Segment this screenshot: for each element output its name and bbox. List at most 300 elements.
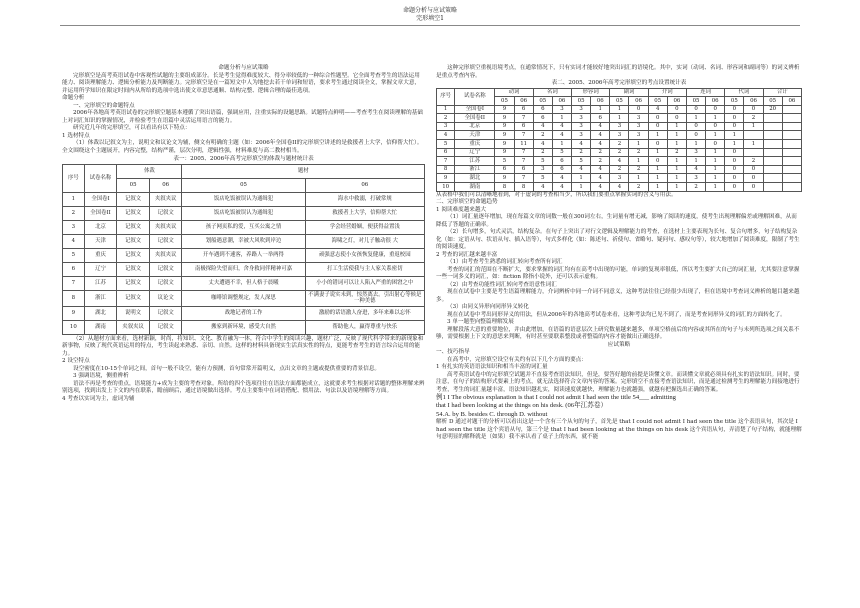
table-cell: 3 xyxy=(437,122,455,131)
table-cell xyxy=(782,105,801,114)
table-cell: 2 xyxy=(572,148,591,157)
table-cell xyxy=(763,114,782,123)
table-cell xyxy=(744,148,763,157)
table-cell: 2 xyxy=(610,140,629,149)
table-header-row xyxy=(63,178,425,192)
table-cell: 4 xyxy=(533,140,552,149)
paragraph: 现在在试卷中考出同形异义的用法，但从2006年的各地高考试卷来看，这种考法均已见不到了，而是考查同形异义的词汇的方面转化了。 xyxy=(447,311,786,318)
table-cell: 饭店吃饭被误认为通缉犯 xyxy=(182,192,305,206)
table-cell: 3 xyxy=(629,131,648,140)
table-cell: 3 xyxy=(63,220,85,234)
table-cell: 1 xyxy=(629,157,648,166)
table-cell: 8 xyxy=(514,183,533,192)
table-cell: 记叙文 xyxy=(117,192,150,206)
table-header-cell: 06 xyxy=(782,97,801,106)
table-row xyxy=(437,140,802,149)
table-cell: 1 xyxy=(667,140,686,149)
table-cell: 5 xyxy=(63,248,85,262)
paragraph: （3）由同义异形向同形异义转化 xyxy=(447,304,529,311)
table-header-cell: 合计 xyxy=(763,88,801,97)
table-header-cell: 06 xyxy=(149,178,182,192)
table-cell xyxy=(763,148,782,157)
table-cell: 1 xyxy=(648,183,667,192)
table-row xyxy=(437,114,802,123)
testpoint-table xyxy=(436,88,802,192)
table-cell: 4 xyxy=(591,165,610,174)
paragraph: 考查的词汇的范围在不断扩大，要求掌握的词汇均有在高考中出现的可能，单词的复现率很低，所以考生要扩大自己的词汇量，尤其要注意掌握一些一词多义的词汇，如：fiction 除指小说外，还可以表示虚构。 xyxy=(436,266,800,281)
section-heading: 应试策略 xyxy=(607,341,631,348)
table-header-cell: 副词 xyxy=(610,88,648,97)
table-header-cell: 05 xyxy=(763,97,782,106)
table-cell: 4 xyxy=(591,140,610,149)
table-header-cell: 05 xyxy=(495,97,514,106)
table-cell: 2 xyxy=(437,114,455,123)
paragraph: 3 单一题型向整篇理解发展 xyxy=(447,319,514,326)
table-cell: 0 xyxy=(648,157,667,166)
table-cell: 记叙文 xyxy=(149,262,182,276)
table-cell: 夹叙夹议 xyxy=(117,320,150,334)
table-cell: 全国卷I xyxy=(455,105,495,114)
table-cell: 8 xyxy=(495,183,514,192)
table-cell: 2 xyxy=(533,148,552,157)
paragraph: 2 考查的词汇越来越丰富 xyxy=(436,251,498,258)
table-cell: 4 xyxy=(572,140,591,149)
table-cell: 3 xyxy=(533,165,552,174)
table-header-row xyxy=(437,88,802,97)
table-cell: 战地记者的工作 xyxy=(182,306,305,320)
table-cell xyxy=(782,174,801,183)
paragraph: 研究近几年的完形填空，可以看出有以下特点： xyxy=(73,125,191,131)
table-cell: 记叙文 xyxy=(149,306,182,320)
table-cell: 顽强意志使小女孩恢复健康，重返校园 xyxy=(305,248,424,262)
table-cell: 1 xyxy=(572,174,591,183)
table-cell: 0 xyxy=(725,122,744,131)
table-cell: 4 xyxy=(591,131,610,140)
table-cell: 6 xyxy=(552,157,571,166)
table-cell: 4 xyxy=(533,122,552,131)
paragraph: 1 阅读难度越来越大 xyxy=(436,206,487,213)
table-header-cell: 05 xyxy=(533,97,552,106)
table-cell: 6 xyxy=(591,114,610,123)
table-row xyxy=(437,148,802,157)
table-header-row xyxy=(63,164,425,178)
table-header-cell: 06 xyxy=(629,97,648,106)
table-cell: 3 xyxy=(572,114,591,123)
table-cell: 0 xyxy=(706,122,725,131)
table-cell: 1 xyxy=(610,114,629,123)
table-cell: 0 xyxy=(706,105,725,114)
table-cell: 北京 xyxy=(84,220,117,234)
table-header-cell: 05 xyxy=(686,97,705,106)
table-header-cell: 序号 xyxy=(63,164,85,192)
table-cell: 打工生活使我与主人家关系密切 xyxy=(305,262,424,276)
table-cell: 3 xyxy=(610,174,629,183)
table-cell xyxy=(763,122,782,131)
table-cell: 3 xyxy=(629,122,648,131)
table-cell: 6 xyxy=(63,262,85,276)
table-header-cell: 06 xyxy=(667,97,686,106)
table-cell: 3 xyxy=(552,105,571,114)
table-cell xyxy=(763,140,782,149)
table-cell: 开车遇到不速客，养路人一举两得 xyxy=(182,248,305,262)
table-cell: 0 xyxy=(725,105,744,114)
table-cell: 记叙文 xyxy=(117,276,150,290)
table-header-cell: 形容词 xyxy=(572,88,610,97)
table-cell: 记叙文 xyxy=(117,290,150,306)
table-cell: 搬家到新环境，感受大自然 xyxy=(182,320,305,334)
header-divider xyxy=(60,25,800,26)
table-header-cell: 代词 xyxy=(725,88,763,97)
table-cell: 7 xyxy=(514,174,533,183)
table-cell: 4 xyxy=(610,183,629,192)
table-cell: 1 xyxy=(667,122,686,131)
table-header-cell: 题材 xyxy=(182,164,425,178)
table-cell: 9 xyxy=(63,306,85,320)
table-cell: 0 xyxy=(725,165,744,174)
table-cell: 1 xyxy=(706,183,725,192)
table-cell: 3 xyxy=(610,131,629,140)
table-cell: 0 xyxy=(686,105,705,114)
example-sentence: 例1 I The obvious explanation is that I could not admit I had seen the title 54___ admitting xyxy=(436,394,676,402)
table-header-cell: 06 xyxy=(552,97,571,106)
paragraph: 设空密度在10-15个单词之间，首句一般不设空，能有力预测，首句常常开篇明义，点出文章的主题或提供重要的背景信息。 xyxy=(73,365,381,372)
table-cell: 8 xyxy=(437,165,455,174)
table-header-cell: 序号 xyxy=(437,88,455,105)
table-cell: 3 xyxy=(686,174,705,183)
table-cell: 救援者上大学，信仰帮大忙 xyxy=(305,206,424,220)
table-cell: 记叙文 xyxy=(117,220,150,234)
table-cell: 6 xyxy=(514,122,533,131)
table-cell: 2 xyxy=(744,114,763,123)
table-cell: 4 xyxy=(610,157,629,166)
table-cell xyxy=(763,174,782,183)
table-row xyxy=(437,174,802,183)
table-cell: 5 xyxy=(533,174,552,183)
table-cell: 1 xyxy=(591,105,610,114)
paragraph: （1）由考查考生熟悉的词汇转向考查所有词汇 xyxy=(447,259,563,266)
table-cell: 9 xyxy=(495,131,514,140)
subsection-heading: 一、技巧指导 xyxy=(436,349,470,356)
table-cell: 8 xyxy=(63,290,85,306)
table-cell: 4 xyxy=(437,131,455,140)
table-cell: 9 xyxy=(495,140,514,149)
table-cell: 海啸之灯，对儿子触动很 大 xyxy=(305,234,424,248)
table-cell: 激励的话语激人奋进，多年来难以忘怀 xyxy=(305,306,424,320)
explanation-paragraph: 解析 D 通过对题干的分析可以看出这是一个含有三个从句的句子，首先是 that I could not admit I had seen the title 这个表语从句，其次是 I had seen the title 这个宾语从句，第三个是 that I had been looking at the things on his desk 这个宾语从句，弄清楚了句子结构，就能理解句意明显的解释就是（如果）我不承认看了桌子上的东西，就不能 xyxy=(436,419,802,441)
table-cell: 3 xyxy=(572,131,591,140)
table-row xyxy=(437,105,802,114)
table-caption: 表一：2005、2006年高考完形填空的体裁与题材统计表 xyxy=(173,156,314,162)
table-row xyxy=(63,276,425,290)
table-cell: 2 xyxy=(533,131,552,140)
table-cell: 1 xyxy=(686,114,705,123)
paragraph: 语法不再是考查的重点，语境能力+成为主要的考查对象。所给的四个选项往往在语法方面都能成立，这就要求考生根据对话题的整体理解来辨别选项，找到出发上下文的内在联系，瞻前顾后，通过语境做出选择。考点主要集中在词语搭配、惯用法、句法以及语境理解等方面。 xyxy=(62,380,425,394)
table-cell xyxy=(763,183,782,192)
table-cell: 3 xyxy=(572,105,591,114)
table-cell: 4 xyxy=(591,183,610,192)
table-cell: 1 xyxy=(706,174,725,183)
table-row xyxy=(63,248,425,262)
table-cell: 辽宁 xyxy=(455,148,495,157)
table-cell xyxy=(782,157,801,166)
table-cell: 1 xyxy=(686,157,705,166)
article-title: 命题分析与应试策略 xyxy=(218,65,269,71)
table-cell: 1 xyxy=(667,174,686,183)
table-cell: 2 xyxy=(744,157,763,166)
table-cell: 2 xyxy=(591,157,610,166)
paragraph: （1）体裁以记叙文为主，说明文和议论文为辅，侧文有明确的主题（如：2006年全国卷II的完形填空讲述的是救援者上大学，信仰帮大忙）。全文围绕这个主题展开，内容完整，结构严谨，层次分明，逻辑性强，材料难度与高二教材相当。 xyxy=(62,140,423,154)
table-header-cell: 动词 xyxy=(495,88,533,97)
paragraph: 3 强调语境，侧重辨析 xyxy=(73,373,129,379)
table-cell: 1 xyxy=(437,105,455,114)
right-column xyxy=(436,65,802,442)
table-cell: 南极探险失望而归，舍身救同伴精神可嘉 xyxy=(182,262,305,276)
table-cell: 0 xyxy=(725,148,744,157)
table-cell: 孩子网页私的爱，互买公寓之情 xyxy=(182,220,305,234)
table-header-cell: 试卷名称 xyxy=(455,88,495,105)
paragraph: 2006年各地高考英语试卷的完形填空题基本遵循了突出语篇，强调应用，注重实际的设题思路。试题特点鲜明——考查考生在阅读理解的基础上对词汇知识的掌握情况，并检验考生在语篇中灵活运用语言的能力。 xyxy=(62,110,423,124)
table-cell: 咖啡馆调整规定，发人深思 xyxy=(182,290,305,306)
table-header-cell: 05 xyxy=(648,97,667,106)
table-cell: 全国卷I xyxy=(84,192,117,206)
table-cell: 2 xyxy=(686,183,705,192)
table-header-cell: 介词 xyxy=(648,88,686,97)
table-cell: 小小的错词可以让人陷入严重的困窘之中 xyxy=(305,276,424,290)
table-cell: 记叙文 xyxy=(149,276,182,290)
table-cell: 不满妻子说实未到，惊然离去。引出射心等候是一种美德 xyxy=(305,290,424,306)
table-cell: 3 xyxy=(686,148,705,157)
table-row xyxy=(437,131,802,140)
table-cell: 5 xyxy=(572,157,591,166)
table-cell: 1 xyxy=(667,165,686,174)
table-cell: 1 xyxy=(552,140,571,149)
table-cell: 0 xyxy=(725,174,744,183)
example-sentence: that I had been looking at the things on his desk. (06年江苏卷） xyxy=(436,402,608,410)
table-cell: 记叙文 xyxy=(149,320,182,334)
table-row xyxy=(63,206,425,220)
table-cell: 6 xyxy=(514,165,533,174)
table-cell: 江苏 xyxy=(455,157,495,166)
paragraph: （1）词汇量逐年增加，现在每篇文章的词数一般在300词左右，生词量有增无减，影响了阅读的速度，使考生出现理解偏差或理解困难，从而降低了答题的正确率。 xyxy=(436,214,797,228)
table-cell: 4 xyxy=(591,122,610,131)
table-row xyxy=(437,122,802,131)
table-cell: 记叙文 xyxy=(117,248,150,262)
table-cell: 6 xyxy=(514,105,533,114)
table-cell: 4 xyxy=(648,105,667,114)
genre-topic-table xyxy=(62,164,425,335)
table-header-cell: 05 xyxy=(725,97,744,106)
table-header-cell: 05 xyxy=(610,97,629,106)
table-cell: 0 xyxy=(725,114,744,123)
table-cell: 7 xyxy=(514,148,533,157)
header-title: 命题分析与应试策略 xyxy=(402,7,457,14)
table-header-cell: 体裁 xyxy=(117,164,182,178)
table-cell: 2 xyxy=(629,165,648,174)
table-cell: 10 xyxy=(63,320,85,334)
table-cell: 0 xyxy=(744,105,763,114)
table-cell: 1 xyxy=(725,131,744,140)
table-cell xyxy=(782,114,801,123)
paragraph: 现在在试卷中主要是考生语篇理解能力，介词辨析中同一介词不同意义，这种考法往往已经很少出现了，但在语境中考查词义辨析的题目越来越多。 xyxy=(436,289,800,303)
table-cell: 4 xyxy=(572,165,591,174)
table-row xyxy=(63,234,425,248)
table-cell: 1 xyxy=(63,192,85,206)
table-cell: 7 xyxy=(514,114,533,123)
table-cell: 9 xyxy=(495,174,514,183)
table-row xyxy=(437,183,802,192)
table-cell: 9 xyxy=(495,122,514,131)
table-cell: 7 xyxy=(63,276,85,290)
table-cell: 学会经营婚姻，便获得益置浅 xyxy=(305,220,424,234)
table-row xyxy=(63,290,425,306)
table-cell: 7 xyxy=(437,157,455,166)
table-row xyxy=(63,306,425,320)
subsection-heading: 一、完形填空的命题特点 xyxy=(73,102,135,109)
table-cell: 0 xyxy=(744,174,763,183)
table-cell: 0 xyxy=(667,105,686,114)
table-cell: 1 xyxy=(686,140,705,149)
table-cell: 记叙文 xyxy=(117,206,150,220)
table-cell: 1 xyxy=(629,174,648,183)
table-cell: 2 xyxy=(610,148,629,157)
table-cell: 5 xyxy=(437,140,455,149)
table-cell: 0 xyxy=(706,140,725,149)
table-cell: 4 xyxy=(552,174,571,183)
table-cell: 重庆 xyxy=(84,248,117,262)
table-cell: 1 xyxy=(648,131,667,140)
table-cell: 4 xyxy=(552,122,571,131)
table-cell: 海水中救溺，打破常规 xyxy=(305,192,424,206)
table-header-cell: 06 xyxy=(744,97,763,106)
table-cell: 帮助他人，赢得尊重与快乐 xyxy=(305,320,424,334)
table-cell: 浙江 xyxy=(84,290,117,306)
table-cell: 1 xyxy=(552,114,571,123)
table-cell: 6 xyxy=(533,105,552,114)
table-cell: 记叙文 xyxy=(117,262,150,276)
table-cell: 0 xyxy=(744,183,763,192)
table-row xyxy=(63,320,425,334)
table-cell: 4 xyxy=(552,183,571,192)
paragraph: 4 考查以实词为主，虚词为辅 xyxy=(62,395,135,402)
table-header-cell: 名词 xyxy=(533,88,571,97)
table-cell: 湖南 xyxy=(84,320,117,334)
table-cell: 4 xyxy=(533,183,552,192)
paragraph: （2）由考查功能性词汇转向考查语意性词汇 xyxy=(447,281,557,288)
table-cell: 1 xyxy=(706,165,725,174)
paragraph: 高考英语试卷中的完形填空试题并不直接考查语法知识，但是，要答好题的前提是读懂文章。而读懂文章就必须具有扎实的语法知识。同时，要注意，在句子的结构形式要素上的考点，就无法选择符合文章内容的答案。完形填空不直接考查语法知识，而是通过检测考生的理解能力间接地进行考查，考生的词汇量越丰富，语法知识越扎实，阅读速度就越快，理解能力也就越强，就越有把握选出正确的答案。 xyxy=(436,371,800,393)
table-cell: 0 xyxy=(725,183,744,192)
table-cell: 2 xyxy=(629,148,648,157)
page-header xyxy=(0,7,860,23)
table-cell xyxy=(782,183,801,192)
table-cell: 丈夫遭遇不幸，但人格于晨曦 xyxy=(182,276,305,290)
table-cell: 1 xyxy=(706,157,725,166)
table-cell: 说明文 xyxy=(117,306,150,320)
paragraph: 理解段落大意的重要地位，并由此增加，在语篇的语意层次上研究数量越来越多，单项空格前后的内容或其所在的句子与未列所选项之间关系不够，需要根据上下文的意思来判断，有时甚至要联系整段或者整篇的内容才能做出正确选择。 xyxy=(436,326,800,341)
table-cell: 1 xyxy=(706,148,725,157)
table-cell: 4 xyxy=(552,131,571,140)
table-cell xyxy=(782,140,801,149)
table-cell: 江苏 xyxy=(84,276,117,290)
table-cell: 1 xyxy=(725,140,744,149)
table-caption: 表二、2005、2006年高考完形填空的考点设置统计表 xyxy=(551,80,687,86)
table-cell xyxy=(763,157,782,166)
table-cell: 1 xyxy=(706,131,725,140)
table-cell: 1 xyxy=(706,114,725,123)
table-cell: 1 xyxy=(744,140,763,149)
table-cell: 9 xyxy=(495,148,514,157)
table-cell: 夹叙夹议 xyxy=(149,248,182,262)
table-cell: 0 xyxy=(686,122,705,131)
table-row xyxy=(63,262,425,276)
table-header-cell: 06 xyxy=(305,178,424,192)
table-cell: 0 xyxy=(667,114,686,123)
table-cell: 11 xyxy=(514,140,533,149)
table-cell: 5 xyxy=(533,157,552,166)
table-cell: 重庆 xyxy=(455,140,495,149)
table-cell: 湖北 xyxy=(455,174,495,183)
table-cell: 2 xyxy=(63,206,85,220)
paragraph: （2）从题材方面来看，选材新颖，时尚，将知识、文化、教育融为一体，符合中学生的阅读兴趣，题材广泛，反映了现代科学带来的新现象和新事物，反映了现代英语运用的特点，考生读起来熟悉、亲切、自然。这样的材料具备现实生活真实性的特点，更能考查考生的语言综合运用的能力。 xyxy=(62,335,424,357)
table-header-cell: 试卷名称 xyxy=(84,164,117,192)
table-cell: 0 xyxy=(725,157,744,166)
table-cell: 全国卷II xyxy=(84,206,117,220)
table-cell: 议论文 xyxy=(149,290,182,306)
table-cell: 湖南 xyxy=(455,183,495,192)
table-cell: 2 xyxy=(610,165,629,174)
table-cell: 全国卷II xyxy=(455,114,495,123)
table-cell: 7 xyxy=(514,131,533,140)
table-cell: 0 xyxy=(648,114,667,123)
table-cell: 1 xyxy=(629,140,648,149)
table-row xyxy=(63,192,425,206)
table-cell: 7 xyxy=(514,157,533,166)
table-cell: 6 xyxy=(533,114,552,123)
table-cell: 3 xyxy=(629,114,648,123)
table-cell: 4 xyxy=(591,174,610,183)
table-cell: 20 xyxy=(763,105,782,114)
table-cell xyxy=(782,148,801,157)
table-cell: 0 xyxy=(629,105,648,114)
paragraph: 在高考中，完形填空设空有关约有以下几个方面的要点： xyxy=(447,356,587,363)
table-cell xyxy=(763,165,782,174)
table-cell: 5 xyxy=(552,148,571,157)
table-cell: 0 xyxy=(648,122,667,131)
table-cell: 记叙文 xyxy=(149,206,182,220)
table-cell: 6 xyxy=(437,148,455,157)
table-cell: 夹叙夹议 xyxy=(149,220,182,234)
section-heading: 命题分析 xyxy=(62,95,85,101)
paragraph: 这种完形填空重视语境考点，在通常情况下，只有实词才能较好地突出词汇的语境化。其中，实词（动词、名词、形容词和副词等）的词义辨析是重点考查内容。 xyxy=(436,65,800,79)
table-cell: 1 xyxy=(667,131,686,140)
subsection-heading: 二、完形填空的命题趋势 xyxy=(436,199,498,206)
table-cell: 0 xyxy=(686,131,705,140)
table-cell xyxy=(744,131,763,140)
table-cell: 10 xyxy=(437,183,455,192)
table-cell: 4 xyxy=(686,165,705,174)
table-cell: 2 xyxy=(629,183,648,192)
table-cell: 1 xyxy=(572,183,591,192)
table-cell: 6 xyxy=(495,165,514,174)
table-cell: 饭店吃饭被误认为通缉犯 xyxy=(182,206,305,220)
table-cell xyxy=(782,122,801,131)
table-cell: 9 xyxy=(495,114,514,123)
table-header-cell: 06 xyxy=(591,97,610,106)
table-header-cell: 05 xyxy=(572,97,591,106)
header-subtitle: 完形填空1 xyxy=(416,15,444,22)
table-cell xyxy=(763,131,782,140)
table-row xyxy=(63,220,425,234)
